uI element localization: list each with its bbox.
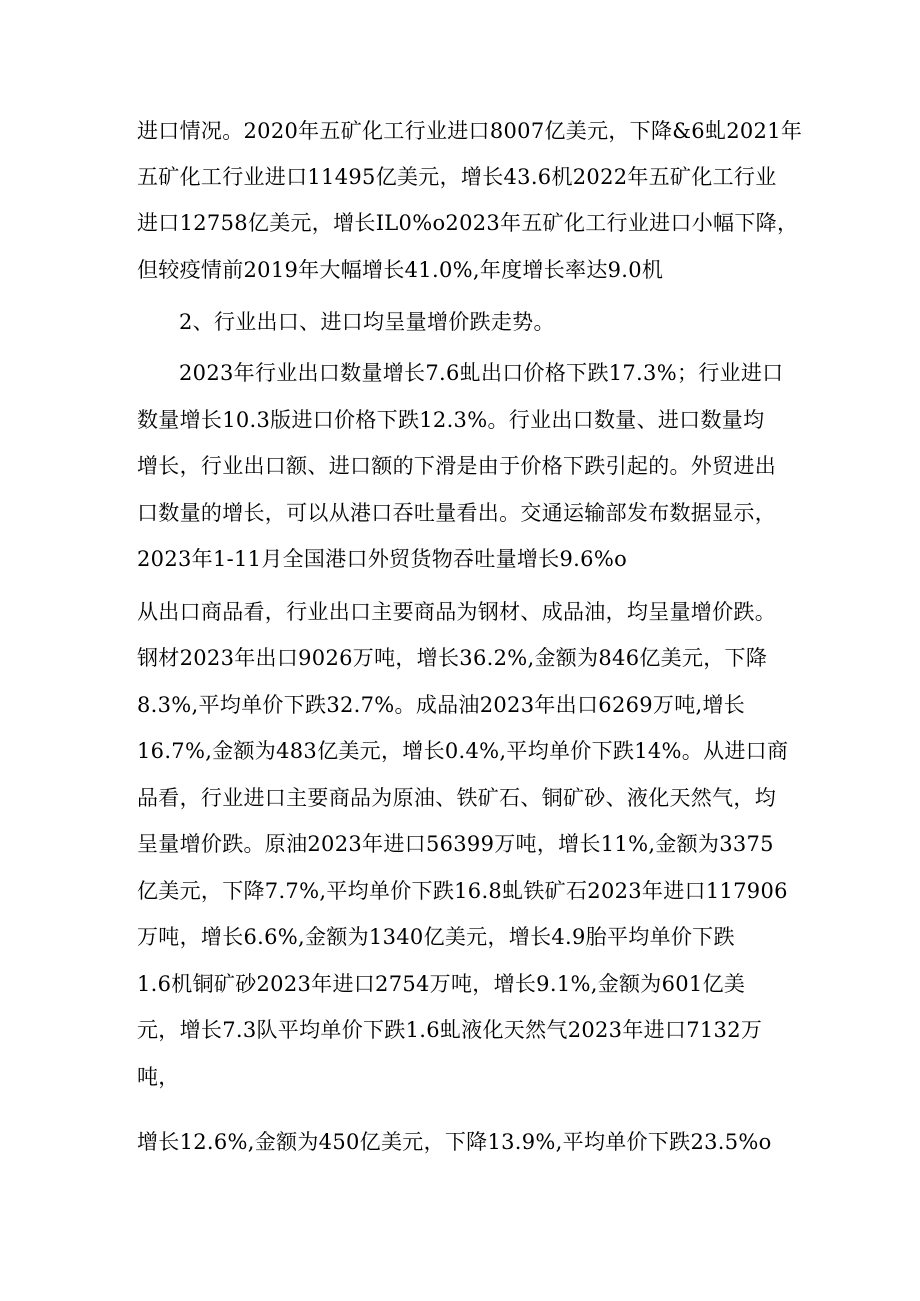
text-line-7: 数量增长10.3版进口价格下跌12.3%。行业出口数量、进口数量均 xyxy=(137,408,765,432)
text-line-1: 进口情况。2020年五矿化工行业进口8007亿美元，下降&6虬2021年 xyxy=(137,119,803,143)
text-line-3: 进口12758亿美元，增长IL0%o2023年五矿化工行业进口小幅下降， xyxy=(137,211,799,235)
text-line-18: 万吨，增长6.6%,金额为1340亿美元，增长4.9胎平均单价下跌 xyxy=(137,925,735,949)
text-line-8: 增长，行业出口额、进口额的下滑是由于价格下跌引起的。外贸进出 xyxy=(137,454,776,478)
text-line-12: 钢材2023年出口9026万吨，增长36.2%,金额为846亿美元，下降 xyxy=(137,646,768,670)
section-heading: 2、行业出口、进口均呈量增价跌走势。 xyxy=(179,310,555,334)
text-line-22: 增长12.6%,金额为450亿美元，下降13.9%,平均单价下跌23.5%o xyxy=(137,1130,772,1154)
text-line-9: 口数量的增长，可以从港口吞吐量看出。交通运输部发布数据显示， xyxy=(137,501,776,525)
text-line-19: 1.6机铜矿砂2023年进口2754万吨，增长9.1%,金额为601亿美 xyxy=(137,972,746,996)
text-line-11: 从出口商品看，行业出口主要商品为钢材、成品油，均呈量增价跌。 xyxy=(137,600,776,624)
text-line-17: 亿美元，下降7.7%,平均单价下跌16.8虬铁矿石2023年进口117906 xyxy=(137,879,788,903)
text-line-14: 16.7%,金额为483亿美元，增长0.4%,平均单价下跌14%。从进口商 xyxy=(137,739,789,763)
text-line-10: 2023年1-11月全国港口外贸货物吞吐量增长9.6%o xyxy=(137,547,628,571)
text-line-13: 8.3%,平均单价下跌32.7%。成品油2023年出口6269万吨,增长 xyxy=(137,693,746,717)
text-line-15: 品看，行业进口主要商品为原油、铁矿石、铜矿砂、液化天然气，均 xyxy=(137,786,776,810)
text-line-2: 五矿化工行业进口11495亿美元，增长43.6机2022年五矿化工行业 xyxy=(137,165,777,189)
text-line-20: 元，增长7.3队平均单价下跌1.6虬液化天然气2023年进口7132万 xyxy=(137,1018,763,1042)
text-line-16: 呈量增价跌。原油2023年进口56399万吨，增长11%,金额为3375 xyxy=(137,832,774,856)
text-line-21: 吨， xyxy=(137,1065,180,1089)
text-line-6: 2023年行业出口数量增长7.6虬出口价格下跌17.3%；行业进口 xyxy=(179,361,784,385)
text-line-4: 但较疫情前2019年大幅增长41.0%,年度增长率达9.0机 xyxy=(137,258,664,282)
